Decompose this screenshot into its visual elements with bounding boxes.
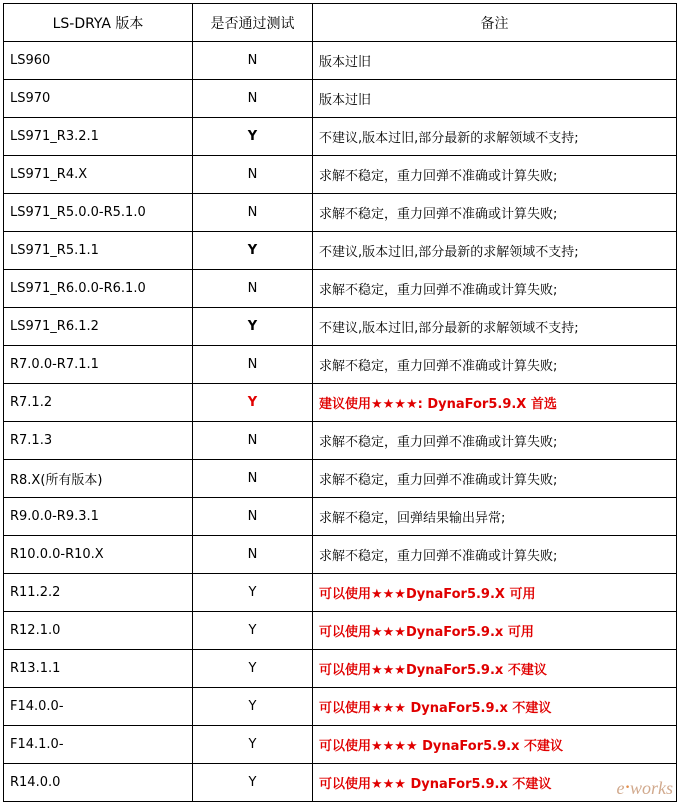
cell-version: LS960: [4, 42, 193, 80]
cell-note: 求解不稳定，重力回弹不准确或计算失败;: [313, 346, 677, 384]
header-passed: 是否通过测试: [193, 4, 313, 42]
cell-note: 可以使用★★★★ DynaFor5.9.x 不建议: [313, 726, 677, 764]
header-row: [4, 4, 677, 42]
cell-version: LS971_R6.1.2: [4, 308, 193, 346]
cell-passed: Y: [193, 650, 313, 688]
cell-version: F14.1.0-: [4, 726, 193, 764]
cell-passed: N: [193, 42, 313, 80]
table-row: [4, 156, 677, 194]
cell-note: 可以使用★★★DynaFor5.9.x 不建议: [313, 650, 677, 688]
cell-note: 版本过旧: [313, 42, 677, 80]
cell-version: R9.0.0-R9.3.1: [4, 498, 193, 536]
header-version: LS-DRYA 版本: [4, 4, 193, 42]
cell-passed: N: [193, 194, 313, 232]
cell-passed: N: [193, 460, 313, 498]
table-row: [4, 460, 677, 498]
header-note: 备注: [313, 4, 677, 42]
cell-note: 求解不稳定，重力回弹不准确或计算失败;: [313, 536, 677, 574]
cell-note: 求解不稳定，重力回弹不准确或计算失败;: [313, 460, 677, 498]
cell-passed: Y: [193, 764, 313, 802]
cell-note: 求解不稳定，重力回弹不准确或计算失败;: [313, 156, 677, 194]
table-row: [4, 422, 677, 460]
cell-version: LS971_R3.2.1: [4, 118, 193, 156]
table-row: [4, 536, 677, 574]
cell-passed: Y: [193, 118, 313, 156]
table-row: [4, 346, 677, 384]
cell-version: R13.1.1: [4, 650, 193, 688]
table-row: [4, 384, 677, 422]
table-row: [4, 498, 677, 536]
cell-note: 求解不稳定，重力回弹不准确或计算失败;: [313, 270, 677, 308]
cell-note: 可以使用★★★ DynaFor5.9.x 不建议: [313, 764, 677, 802]
cell-version: R14.0.0: [4, 764, 193, 802]
table-row: [4, 232, 677, 270]
cell-note: 可以使用★★★DynaFor5.9.x 可用: [313, 612, 677, 650]
cell-version: R7.1.3: [4, 422, 193, 460]
cell-note: 版本过旧: [313, 80, 677, 118]
table-row: [4, 574, 677, 612]
cell-note: 可以使用★★★ DynaFor5.9.x 不建议: [313, 688, 677, 726]
version-test-table: [3, 3, 677, 802]
cell-passed: N: [193, 270, 313, 308]
cell-version: R11.2.2: [4, 574, 193, 612]
cell-note: 求解不稳定，重力回弹不准确或计算失败;: [313, 194, 677, 232]
cell-version: R10.0.0-R10.X: [4, 536, 193, 574]
cell-note: 不建议,版本过旧,部分最新的求解领域不支持;: [313, 118, 677, 156]
cell-version: LS971_R4.X: [4, 156, 193, 194]
table-row: [4, 118, 677, 156]
table-row: [4, 194, 677, 232]
table-row: [4, 612, 677, 650]
cell-version: R8.X(所有版本): [4, 460, 193, 498]
cell-version: LS971_R5.1.1: [4, 232, 193, 270]
cell-note: 不建议,版本过旧,部分最新的求解领域不支持;: [313, 308, 677, 346]
cell-version: F14.0.0-: [4, 688, 193, 726]
table-row: [4, 726, 677, 764]
cell-passed: N: [193, 346, 313, 384]
cell-note: 可以使用★★★DynaFor5.9.X 可用: [313, 574, 677, 612]
cell-note: 求解不稳定，回弹结果输出异常;: [313, 498, 677, 536]
table-row: [4, 650, 677, 688]
table-row: [4, 270, 677, 308]
cell-version: LS971_R6.0.0-R6.1.0: [4, 270, 193, 308]
cell-passed: Y: [193, 308, 313, 346]
cell-passed: N: [193, 156, 313, 194]
cell-version: R7.1.2: [4, 384, 193, 422]
cell-version: LS970: [4, 80, 193, 118]
cell-note: 建议使用★★★★: DynaFor5.9.X 首选: [313, 384, 677, 422]
cell-version: R7.0.0-R7.1.1: [4, 346, 193, 384]
table-row: [4, 764, 677, 802]
table-row: [4, 42, 677, 80]
cell-passed: Y: [193, 612, 313, 650]
table-row: [4, 308, 677, 346]
cell-passed: Y: [193, 232, 313, 270]
cell-passed: Y: [193, 726, 313, 764]
cell-version: LS971_R5.0.0-R5.1.0: [4, 194, 193, 232]
cell-version: R12.1.0: [4, 612, 193, 650]
cell-note: 不建议,版本过旧,部分最新的求解领域不支持;: [313, 232, 677, 270]
cell-passed: Y: [193, 574, 313, 612]
cell-passed: N: [193, 498, 313, 536]
table-row: [4, 80, 677, 118]
cell-passed: Y: [193, 384, 313, 422]
table-row: [4, 688, 677, 726]
cell-passed: Y: [193, 688, 313, 726]
cell-note: 求解不稳定，重力回弹不准确或计算失败;: [313, 422, 677, 460]
cell-passed: N: [193, 422, 313, 460]
cell-passed: N: [193, 80, 313, 118]
cell-passed: N: [193, 536, 313, 574]
eworks-watermark: e·works: [616, 774, 673, 799]
